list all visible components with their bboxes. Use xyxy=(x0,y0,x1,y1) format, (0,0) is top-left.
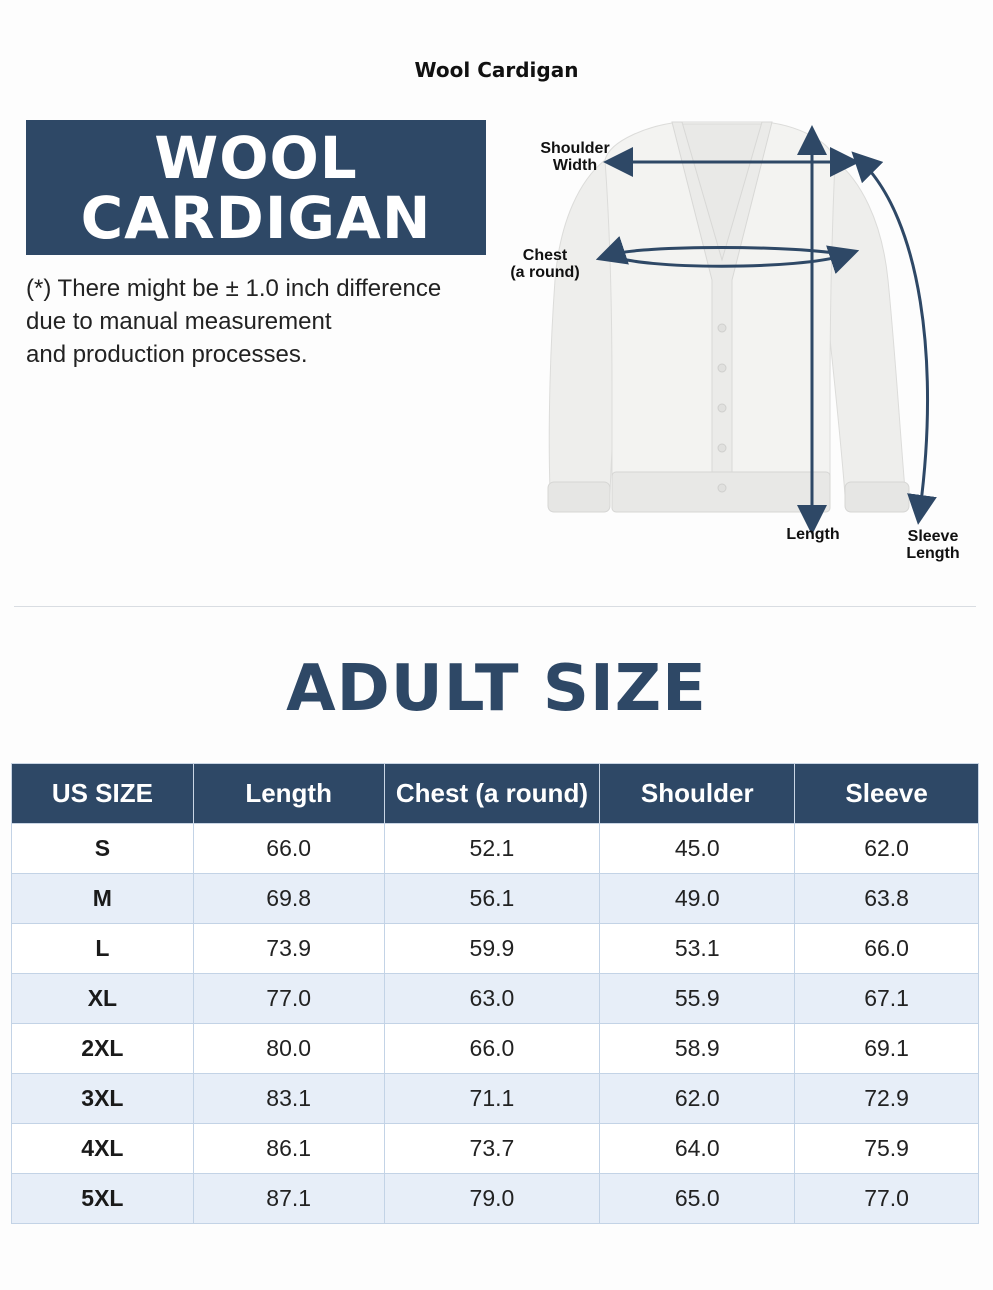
product-banner xyxy=(26,120,486,255)
note-line-2: due to manual measurement xyxy=(26,308,332,335)
size-cell: L xyxy=(12,924,194,974)
table-row xyxy=(12,924,979,974)
measurement-cell: 63.0 xyxy=(384,974,600,1024)
measurement-cell: 49.0 xyxy=(600,874,795,924)
measurement-cell: 77.0 xyxy=(795,1174,979,1224)
note-line-1: (*) There might be ± 1.0 inch difference xyxy=(26,275,442,302)
size-chart-table xyxy=(11,763,979,1224)
cardigan-illustration xyxy=(500,110,980,580)
size-cell: M xyxy=(12,874,194,924)
measurement-cell: 64.0 xyxy=(600,1124,795,1174)
section-divider xyxy=(14,606,976,607)
header-shoulder: Shoulder xyxy=(600,764,795,824)
measurement-cell: 65.0 xyxy=(600,1174,795,1224)
measurement-cell: 73.7 xyxy=(384,1124,600,1174)
table-row xyxy=(12,1174,979,1224)
measurement-note xyxy=(26,272,496,371)
measurement-cell: 62.0 xyxy=(795,824,979,874)
measurement-cell: 71.1 xyxy=(384,1074,600,1124)
measurement-cell: 63.8 xyxy=(795,874,979,924)
cardigan-diagram xyxy=(500,110,980,580)
table-row xyxy=(12,1074,979,1124)
shoulder-width-label: Shoulder Width xyxy=(540,140,610,174)
measurement-cell: 69.1 xyxy=(795,1024,979,1074)
size-cell: 3XL xyxy=(12,1074,194,1124)
header-chest: Chest (a round) xyxy=(384,764,600,824)
header-us-size: US SIZE xyxy=(12,764,194,824)
measurement-cell: 86.1 xyxy=(193,1124,384,1174)
cardigan-shape xyxy=(548,122,909,512)
header-sleeve: Sleeve xyxy=(795,764,979,824)
measurement-cell: 77.0 xyxy=(193,974,384,1024)
banner-line-2: CARDIGAN xyxy=(80,183,432,252)
measurement-cell: 73.9 xyxy=(193,924,384,974)
size-cell: XL xyxy=(12,974,194,1024)
measurement-cell: 75.9 xyxy=(795,1124,979,1174)
length-label: Length xyxy=(786,526,840,543)
table-row xyxy=(12,824,979,874)
header-length: Length xyxy=(193,764,384,824)
sleeve-length-label: Sleeve Length xyxy=(906,528,960,562)
size-cell: 5XL xyxy=(12,1174,194,1224)
measurement-cell: 55.9 xyxy=(600,974,795,1024)
measurement-cell: 67.1 xyxy=(795,974,979,1024)
measurement-cell: 66.0 xyxy=(193,824,384,874)
note-line-3: and production processes. xyxy=(26,341,308,368)
measurement-cell: 56.1 xyxy=(384,874,600,924)
measurement-cell: 69.8 xyxy=(193,874,384,924)
measurement-cell: 53.1 xyxy=(600,924,795,974)
measurement-cell: 59.9 xyxy=(384,924,600,974)
measurement-cell: 80.0 xyxy=(193,1024,384,1074)
chest-label: Chest (a round) xyxy=(510,247,580,281)
banner-line-1: WOOL xyxy=(154,123,358,192)
measurement-cell: 52.1 xyxy=(384,824,600,874)
size-cell: 2XL xyxy=(12,1024,194,1074)
page-title: Wool Cardigan xyxy=(414,58,579,82)
size-cell: 4XL xyxy=(12,1124,194,1174)
table-row xyxy=(12,1124,979,1174)
measurement-cell: 58.9 xyxy=(600,1024,795,1074)
table-row xyxy=(12,1024,979,1074)
measurement-cell: 83.1 xyxy=(193,1074,384,1124)
table-header-row xyxy=(12,764,979,824)
measurement-cell: 66.0 xyxy=(795,924,979,974)
measurement-cell: 62.0 xyxy=(600,1074,795,1124)
measurement-cell: 66.0 xyxy=(384,1024,600,1074)
measurement-cell: 72.9 xyxy=(795,1074,979,1124)
measurement-cell: 79.0 xyxy=(384,1174,600,1224)
section-title: ADULT SIZE xyxy=(286,652,707,726)
measurement-cell: 87.1 xyxy=(193,1174,384,1224)
size-cell: S xyxy=(12,824,194,874)
table-row xyxy=(12,874,979,924)
table-row xyxy=(12,974,979,1024)
measurement-cell: 45.0 xyxy=(600,824,795,874)
